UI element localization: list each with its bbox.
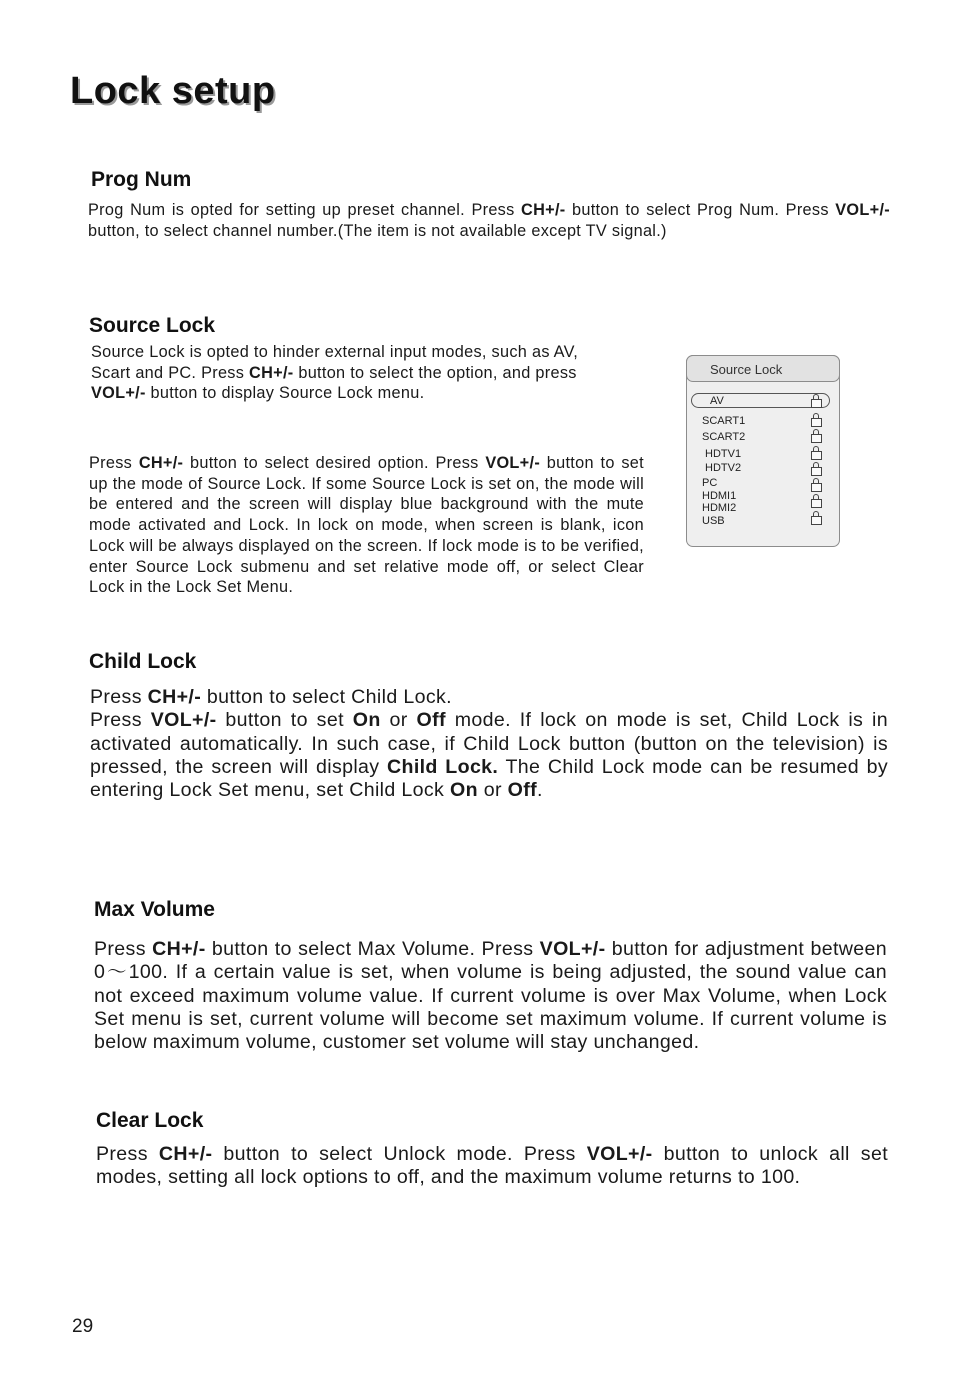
clear-lock-text [96, 1143, 888, 1190]
text-run: mode. If lock on mode is set, Child Lock is in activated automatically. In such case, if Child Lock button (button on the television) is pressed, the screen will display [90, 709, 889, 778]
menu-item-pc[interactable]: PC [702, 477, 718, 489]
max-volume-heading: Max Volume [94, 898, 215, 921]
text-run: Source Lock is opted to hinder external input modes, such as AV, Scart and PC. Press [91, 343, 579, 382]
text-run: button to set [216, 709, 353, 732]
key-term: VOL+/- [150, 709, 217, 732]
source-lock-heading: Source Lock [89, 314, 216, 337]
text-run: Press [90, 709, 151, 732]
max-volume-text [94, 938, 887, 1054]
source-lock-detail [89, 453, 644, 598]
key-term: CH+/- [152, 938, 206, 960]
menu-item-hdmi1[interactable]: HDMI1 [702, 490, 737, 502]
key-term: Child Lock. [387, 755, 499, 778]
lock-icon [811, 516, 822, 525]
lock-icon [811, 399, 822, 408]
source-lock-intro [91, 342, 583, 404]
text-run: button, to select channel number.(The item is not available except TV signal.) [88, 221, 667, 240]
text-run: The Child Lock mode can be resumed by entering Lock Set menu, set Child Lock [90, 755, 888, 802]
child-lock-text [90, 686, 888, 802]
key-term: CH+/- [138, 454, 184, 472]
text-run: button to select the option, and press [293, 363, 577, 382]
text-run: button to select desired option. Press [183, 454, 486, 472]
lock-icon [811, 418, 822, 427]
key-term: VOL+/- [91, 384, 146, 403]
text-run: button to unlock all set modes, setting all lock options to off, and the maximum volume returns to 100. [96, 1143, 888, 1189]
text-run: Press [89, 454, 139, 472]
text-run: button to display Source Lock menu. [145, 384, 425, 403]
key-term: VOL+/- [539, 938, 606, 960]
lock-icon [811, 483, 822, 492]
text-run: button to set up the mode of Source Lock. If some Source Lock is set on, the mode will be entered and the screen will display blue background with the mute mode activated and Lock. In lock on mode, when screen is blank, icon Lock will be always displayed on the screen. If lock mode is to be verified, enter Source Lock submenu and set relative mode off, or select Clear Lock in the Lock Set Menu. [89, 454, 644, 597]
page-number: 29 [72, 1316, 94, 1337]
text-run: button for adjustment between 0～100. If a certain value is set, when volume is being adjusted, the sound value can not exceed maximum volume value. If current volume is over Max Volume, when Lock Set menu is set, current volume will become set maximum volume. If current volume is below maximum volume, customer set volume will stay unchanged. [94, 938, 887, 1054]
child-lock-heading: Child Lock [89, 650, 197, 673]
key-term: VOL+/- [835, 201, 890, 219]
text-run: Press [90, 686, 148, 708]
prog-num-text [88, 200, 890, 241]
text-run: Press [96, 1143, 159, 1165]
menu-item-hdtv2[interactable]: HDTV2 [705, 462, 742, 474]
prog-num-heading: Prog Num [91, 168, 192, 191]
lock-icon [811, 451, 822, 460]
key-term: CH+/- [147, 686, 202, 708]
key-term: On [352, 709, 381, 732]
key-term: Off [416, 709, 446, 732]
text-run: or [477, 779, 508, 802]
menu-item-usb[interactable]: USB [702, 515, 725, 527]
text-run: . [536, 779, 543, 802]
key-term: CH+/- [158, 1143, 213, 1165]
source-lock-menu-header: Source Lock [686, 355, 840, 382]
source-lock-menu [686, 355, 840, 547]
page-title: Lock setup [70, 70, 276, 112]
key-term: CH+/- [249, 363, 294, 382]
menu-item-av[interactable]: AV [710, 395, 724, 407]
text-run: button to select Prog Num. Press [565, 201, 836, 219]
menu-item-hdmi2[interactable]: HDMI2 [702, 502, 737, 514]
lock-icon [811, 467, 822, 476]
text-run: or [380, 709, 417, 732]
key-term: CH+/- [521, 201, 566, 219]
lock-icon [811, 434, 822, 443]
key-term: Off [507, 779, 537, 802]
lock-icon [811, 499, 822, 508]
text-run: button to select Child Lock. [201, 686, 452, 708]
menu-item-scart2[interactable]: SCART2 [702, 431, 746, 443]
text-run: Prog Num is opted for setting up preset channel. Press [88, 201, 522, 219]
key-term: On [450, 779, 478, 802]
clear-lock-heading: Clear Lock [96, 1109, 204, 1132]
key-term: VOL+/- [485, 454, 541, 472]
text-run: button to select Max Volume. Press [205, 938, 540, 960]
menu-item-hdtv1[interactable]: HDTV1 [705, 448, 742, 460]
text-run: Press [94, 938, 153, 960]
key-term: VOL+/- [586, 1143, 653, 1165]
menu-item-scart1[interactable]: SCART1 [702, 415, 746, 427]
text-run: button to select Unlock mode. Press [212, 1143, 587, 1165]
